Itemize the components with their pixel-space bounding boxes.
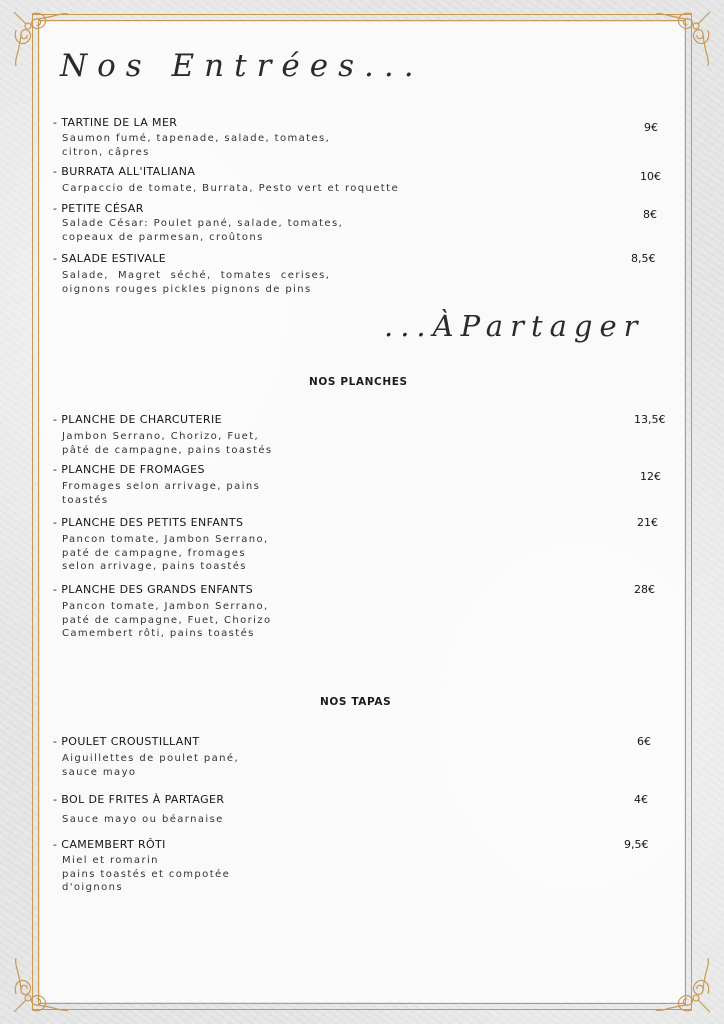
item-price: 6€: [637, 735, 651, 748]
item-description: Aiguillettes de poulet pané, sauce mayo: [62, 753, 240, 778]
item-name: - PLANCHE DES PETITS ENFANTS: [53, 516, 244, 529]
item-name: - PLANCHE DE FROMAGES: [53, 463, 205, 476]
item-price: 21€: [637, 516, 658, 529]
item-description: Salade César: Poulet pané, salade, tomates, copeaux de parmesan, croûtons: [62, 218, 344, 243]
item-description: Pancon tomate, Jambon Serrano, paté de campagne, fromages selon arrivage, pains toastés: [62, 534, 269, 572]
item-price: 13,5€: [634, 413, 666, 426]
item-name: - PLANCHE DES GRANDS ENFANTS: [53, 583, 254, 596]
item-name: - BURRATA ALL'ITALIANA: [53, 165, 196, 178]
item-price: 12€: [640, 470, 661, 483]
section-heading-tapas: NOS TAPAS: [320, 696, 392, 708]
item-price: 8€: [643, 208, 657, 221]
item-description: Carpaccio de tomate, Burrata, Pesto vert et roquette: [62, 183, 399, 194]
item-price: 28€: [634, 583, 655, 596]
item-price: 4€: [634, 793, 648, 806]
item-name: - CAMEMBERT RÔTI: [53, 838, 166, 851]
item-description: Miel et romarin pains toastés et compotée d'oignons: [62, 855, 231, 893]
gold-ornament-corner-icon: [6, 952, 74, 1020]
item-description: Fromages selon arrivage, pains toastés: [62, 481, 261, 506]
item-name: - BOL DE FRITES À PARTAGER: [53, 793, 225, 806]
gold-ornament-corner-icon: [650, 4, 718, 72]
item-name: - PLANCHE DE CHARCUTERIE: [53, 413, 222, 426]
gold-ornament-corner-icon: [650, 952, 718, 1020]
item-description: Jambon Serrano, Chorizo, Fuet, pâté de campagne, pains toastés: [62, 431, 273, 456]
item-name: - PETITE CÉSAR: [53, 202, 144, 215]
item-description: Saumon fumé, tapenade, salade, tomates, citron, câpres: [62, 133, 331, 158]
item-description: Sauce mayo ou béarnaise: [62, 814, 224, 825]
item-description: Pancon tomate, Jambon Serrano, paté de campagne, Fuet, Chorizo Camembert rôti, pains toastés: [62, 601, 272, 639]
item-description: Salade, Magret séché, tomates cerises, oignons rouges pickles pignons de pins: [62, 270, 331, 295]
section-heading-planches: NOS PLANCHES: [309, 376, 408, 388]
item-name: - POULET CROUSTILLANT: [53, 735, 200, 748]
item-price: 8,5€: [631, 252, 656, 265]
item-name: - TARTINE DE LA MER: [53, 116, 178, 129]
item-name: - SALADE ESTIVALE: [53, 252, 167, 265]
item-price: 9,5€: [624, 838, 649, 851]
partager-title: ...ÀPartager: [384, 309, 645, 343]
item-price: 10€: [640, 170, 661, 183]
item-price: 9€: [644, 121, 658, 134]
entrees-title: Nos Entrées...: [60, 48, 424, 84]
